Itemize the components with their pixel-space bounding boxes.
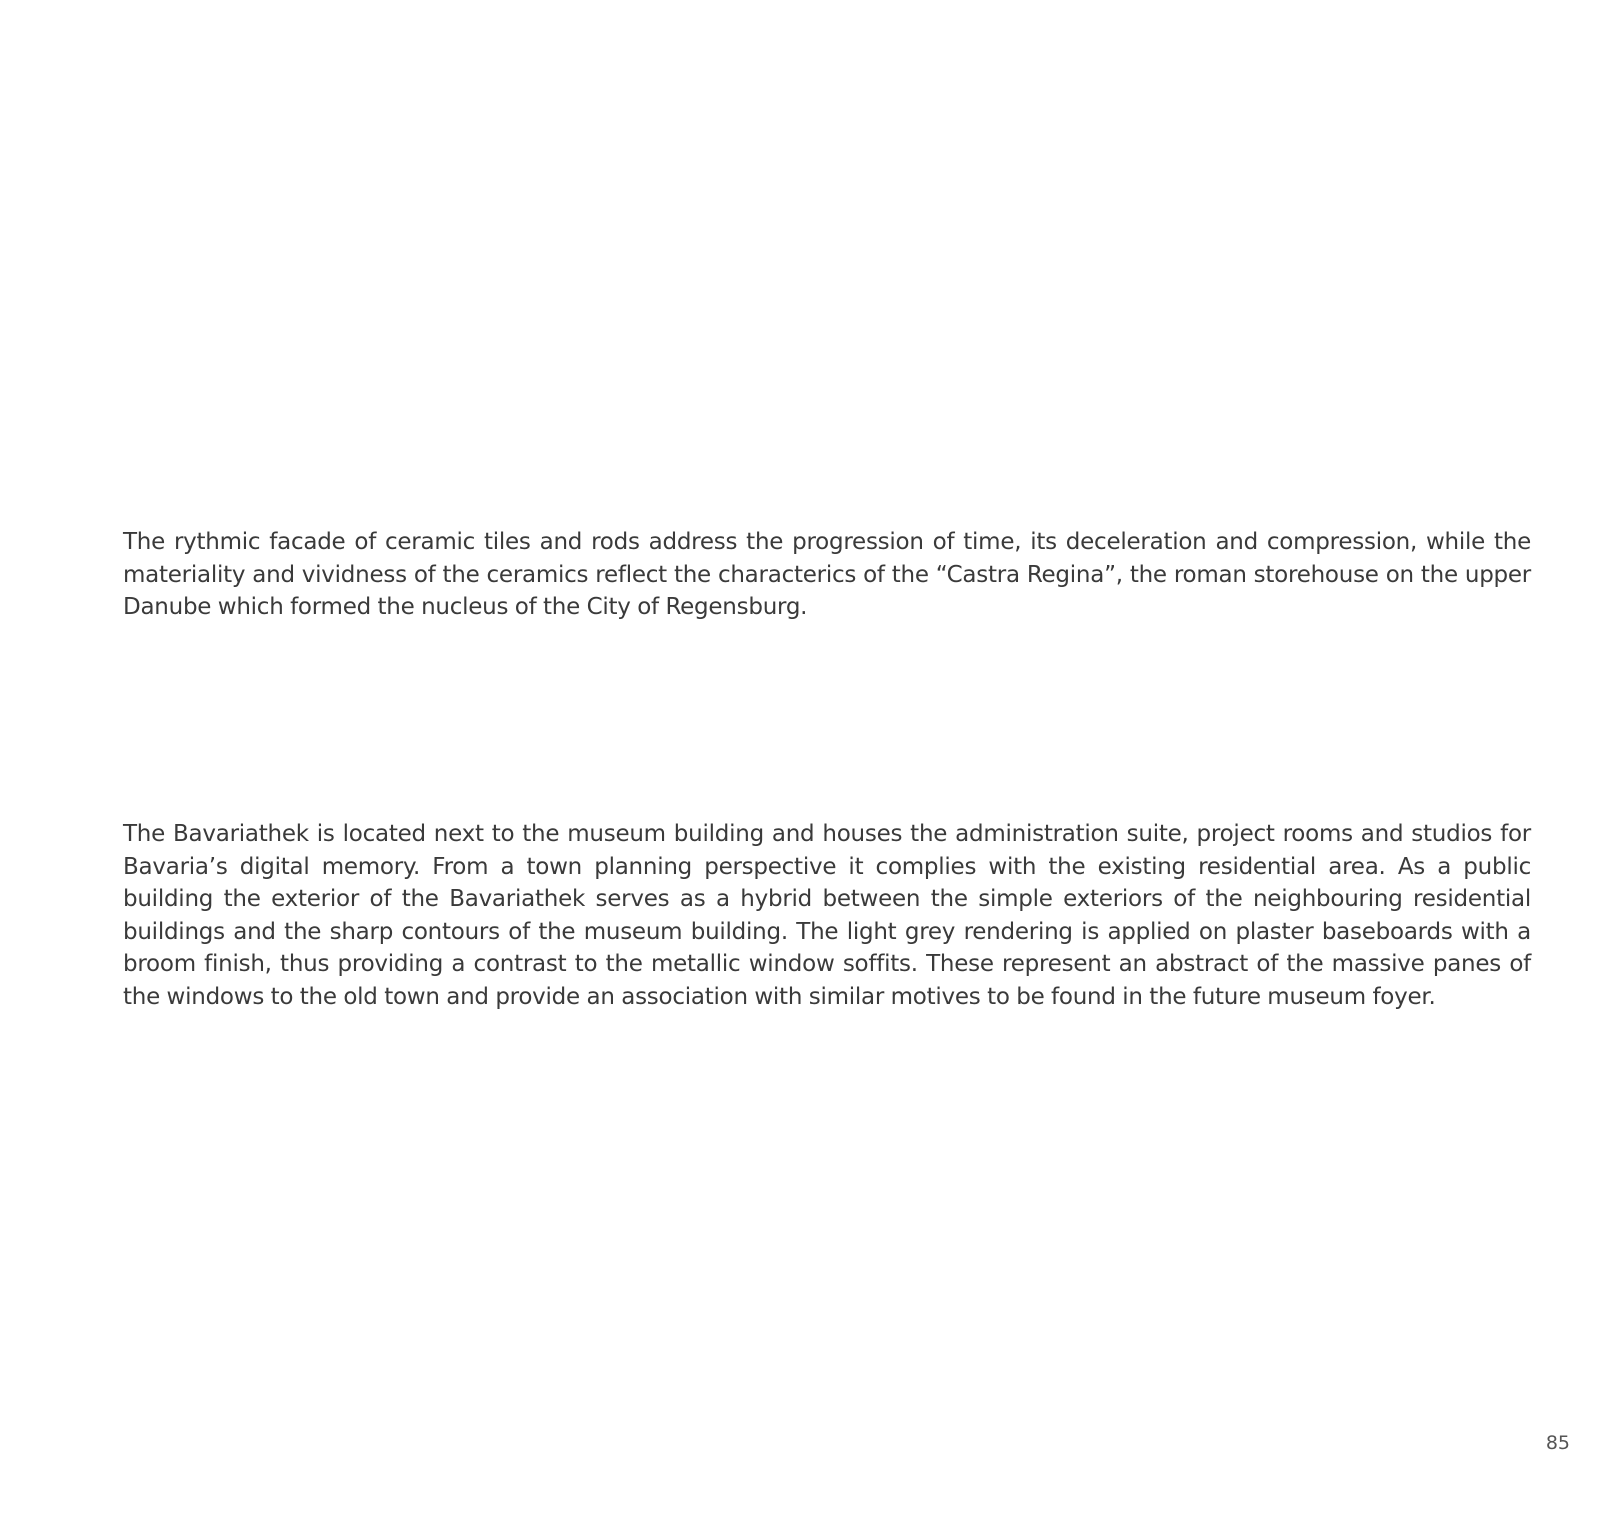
page-number: 85 [1545,1432,1570,1454]
paragraph-castra-regina: The rythmic facade of ceramic tiles and rods address the progression of time, its deceleration and compression, while the materiality and vividness of the ceramics reflect the characterics of the “Castra Regina”, the roman storehouse on the upper Danube which formed the nucleus of the City of Regensburg. [123,529,1531,620]
paragraph-bavariathek: The Bavariathek is located next to the museum building and houses the administration suite, project rooms and studios for Bavaria’s digital memory. From a town planning perspective it complies with the existing residential area. As a public building the exterior of the Bavariathek serves as a hybrid between the simple exteriors of the neighbouring residential buildings and the sharp contours of the museum building. The light grey rendering is applied on plaster baseboards with a broom finish, thus providing a contrast to the metallic window soffits. These represent an abstract of the massive panes of the windows to the old town and provide an association with similar motives to be found in the future museum foyer. [123,821,1531,1010]
